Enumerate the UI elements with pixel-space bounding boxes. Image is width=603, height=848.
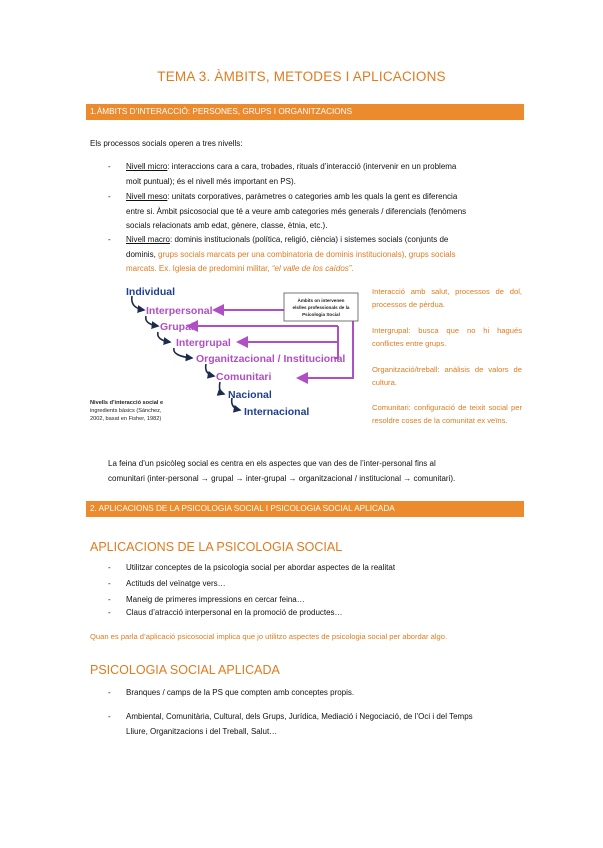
- level-organitzacional: Organitzacional / Institucional: [196, 353, 346, 365]
- note-intergrupal: Intergrupal: busca que no hi hagués conflictes entre grups.: [372, 326, 522, 348]
- level-grupal: Grupal: [160, 321, 194, 333]
- section-header-2: 2. APLICACIONS DE LA PSICOLOGIA SOCIAL I PSICOLOGIA SOCIAL APLICADA: [86, 501, 524, 517]
- list-item: - Actituds del veïnatge vers…: [108, 579, 226, 588]
- aplicacio-note: Quan es parla d’aplicació psicosocial implica que jo utilitzo aspectes de psicologia social per abordar algo.: [90, 632, 448, 641]
- list-item: - Maneig de primeres impressions en cercar feina…: [108, 595, 305, 604]
- level-meso: - Nivell meso: unitats corporatives, paràmetres o categories amb les quals la gent es diferencia entre si. Àmbit psicosocial que té a veure amb categories més generals / diferencials (fenòmens socials relacionats amb edat, gènere, classe, ètnia, etc.).: [108, 192, 467, 230]
- level-micro: - Nivell micro: interaccions cara a cara, trobades, rituals d’interacció (intervenir en un problema molt puntual); és el nivell més important en PS).: [108, 162, 457, 186]
- page-title: TEMA 3. ÀMBITS, METODES I APLICACIONS: [157, 69, 446, 84]
- svg-text:els/les professionals de la: els/les professionals de la: [292, 305, 350, 310]
- list-item: - Ambiental, Comunitària, Cultural, dels Grups, Jurídica, Mediació i Negociació, de l’Oci i del Temps Lliure, Organitzacions i del Treball, Salut…: [108, 712, 473, 736]
- list-item: - Branques / camps de la PS que compten amb conceptes propis.: [108, 688, 355, 697]
- intro-text: Els processos socials operen a tres nivells:: [90, 139, 243, 148]
- svg-text:2002, basat en Fisher, 1982): 2002, basat en Fisher, 1982): [90, 416, 162, 422]
- summary-text: La feina d’un psicòleg social es centra en els aspectes que van des de l’inter-personal fins al comunitari (inter-personal → grupal → inter-grupal → organitzacional / institucional → comunitari).: [108, 459, 456, 483]
- level-macro: - Nivell macro: dominis institucionals (política, religió, ciència) i sistemes socials (conjunts de dominis, grups socials marcats per una combinatoria de dominis institucionals), grups socials marcats. Ex. Iglesia de predomini militar, “el valle de los caídos”.: [108, 235, 456, 273]
- level-label: Nivell meso: [126, 192, 168, 201]
- note-comunitari: Comunitari: configuració de teixit social per resoldre coses de la comunitat ex veïns.: [372, 403, 522, 425]
- level-label: Nivell micro: [126, 162, 168, 171]
- level-label: Nivell macro: [126, 235, 171, 244]
- level-individual: Individual: [126, 286, 176, 298]
- list-item: - Utilitzar conceptes de la psicologia social per abordar aspectes de la realitat: [108, 563, 396, 572]
- svg-text:ingredients bàsics (Sánchez,: ingredients bàsics (Sánchez,: [90, 408, 162, 414]
- level-internacional: Internacional: [244, 406, 310, 418]
- note-organitzacio: Organització/treball: anàlisis de valors de cultura.: [372, 365, 522, 387]
- diagram-caption: Nivells d’interacció social e: [90, 400, 164, 406]
- svg-text:Psicologia Social: Psicologia Social: [302, 312, 340, 317]
- note-salut: Interacció amb salut, processos de dol, processos de pèrdua.: [372, 287, 522, 309]
- level-comunitari: Comunitari: [216, 371, 272, 383]
- interaction-levels-diagram: [88, 280, 363, 430]
- svg-text:Àmbits on intervenen: Àmbits on intervenen: [297, 298, 345, 303]
- level-interpersonal: Interpersonal: [146, 305, 213, 317]
- section-header-1: 1.ÀMBITS D’INTERACCIÓ: PERSONES, GRUPS I ORGANITZACIONS: [86, 104, 524, 120]
- level-intergrupal: Intergrupal: [176, 337, 231, 349]
- list-item: - Claus d’atracció interpersonal en la promoció de productes…: [108, 608, 343, 617]
- subheading-aplicada: PSICOLOGIA SOCIAL APLICADA: [90, 663, 280, 677]
- level-nacional: Nacional: [228, 389, 272, 401]
- subheading-aplicacions: APLICACIONS DE LA PSICOLOGIA SOCIAL: [90, 540, 343, 554]
